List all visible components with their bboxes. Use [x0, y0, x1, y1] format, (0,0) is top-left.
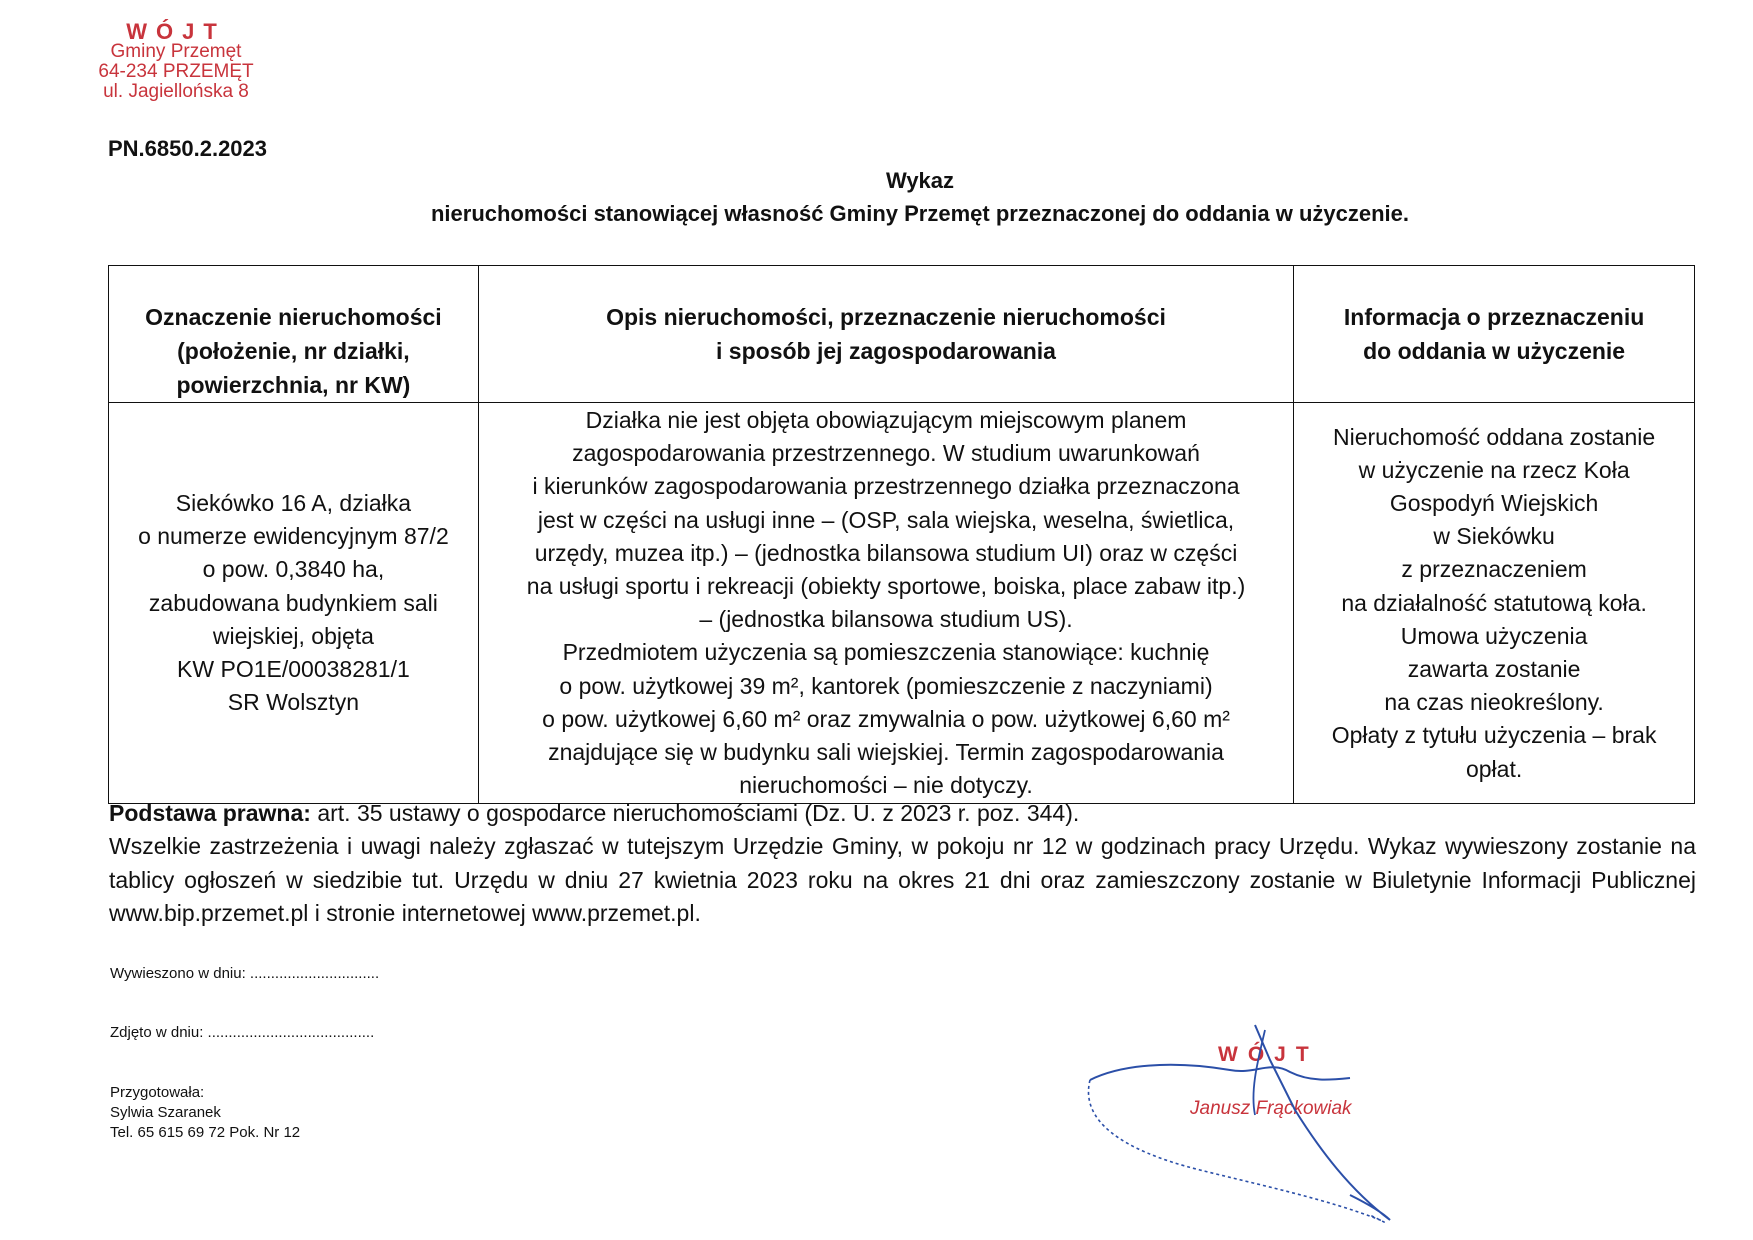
signature-stamp-title: WÓJT [1218, 1043, 1319, 1066]
cell-line: o pow. użytkowej 39 m², kantorek (pomieszczenie z naczyniami) [559, 672, 1213, 699]
signature-stamp-name: Janusz Frąckowiak [1190, 1098, 1352, 1119]
cell-line: wiejskiej, objęta [212, 622, 374, 649]
header-line: (położenie, nr działki, [177, 338, 410, 364]
cell-line: z przeznaczeniem [1401, 556, 1587, 583]
cell-property-description [478, 403, 1293, 804]
cell-line: jest w części na usługi inne – (OSP, sala wiejska, weselna, świetlica, [537, 506, 1235, 533]
cell-lending-information [1294, 403, 1695, 804]
header-line: do oddania w użyczenie [1363, 338, 1626, 364]
stamp-title: WÓJT [126, 19, 226, 44]
header-line: i sposób jej zagospodarowania [716, 338, 1056, 364]
cell-line: zawarta zostanie [1407, 656, 1581, 683]
signature-stroke-diagonal [1255, 1025, 1390, 1220]
header-line: Informacja o przeznaczeniu [1343, 304, 1645, 330]
removed-date-line: Zdjęto w dniu: ........................................ [110, 1024, 375, 1041]
header-property-designation [109, 266, 479, 403]
header-lending-information [1294, 266, 1695, 403]
cell-line: Działka nie jest objęta obowiązującym miejscowym planem [585, 407, 1187, 433]
header-line: Opis nieruchomości, przeznaczenie nieruchomości [606, 304, 1166, 330]
stamp-postcode: 64-234 PRZEMĘT [98, 61, 254, 82]
cell-line: Przedmiotem użyczenia są pomieszczenia stanowiące: kuchnię [562, 639, 1210, 666]
legal-basis-label: Podstawa prawna: [109, 800, 311, 826]
cell-line: – (jednostka bilansowa studium US). [699, 606, 1073, 633]
cell-line: zagospodarowania przestrzennego. W studium uwarunkowań [572, 440, 1200, 467]
mayor-stamp [76, 19, 276, 102]
stamp-municipality: Gminy Przemęt [110, 41, 242, 62]
signature-stroke-top [1090, 1065, 1350, 1080]
cell-property-designation [109, 403, 479, 804]
cell-line: znajdujące się w budynku sali wiejskiej. Termin zagospodarowania [548, 739, 1224, 766]
header-line: powierzchnia, nr KW) [176, 372, 411, 398]
cell-line: zabudowana budynkiem sali [148, 589, 438, 616]
cell-line: nieruchomości – nie dotyczy. [739, 772, 1033, 799]
document-reference: PN.6850.2.2023 [108, 136, 268, 161]
signature-stroke-loop [1088, 1080, 1384, 1222]
legal-basis-line [109, 797, 1696, 830]
contact-phone: Tel. 65 615 69 72 Pok. Nr 12 [110, 1124, 301, 1141]
notice-paragraph: Wszelkie zastrzeżenia i uwagi należy zgłaszać w tutejszym Urzędzie Gminy, w pokoju nr 12 w godzinach pracy Urzędu. Wykaz wywieszony zostanie na tablicy ogłoszeń w siedzibie tut. Urzędu w dniu 27 kwietnia 2023 roku na okres 21 dni oraz zamieszczony zostanie w Biuletynie Informacji Publicznej www.bip.przemet.pl i stronie internetowej www.przemet.pl. [109, 833, 1696, 926]
posted-date-line: Wywieszono w dniu: ............................... [110, 965, 380, 982]
prepared-by-name: Sylwia Szaranek [110, 1104, 221, 1121]
handwritten-signature [1080, 1020, 1460, 1240]
cell-line: o pow. użytkowej 6,60 m² oraz zmywalnia o pow. użytkowej 6,60 m² [542, 705, 1230, 732]
cell-line: KW PO1E/00038281/1 [177, 656, 410, 683]
cell-line: na czas nieokreślony. [1384, 689, 1604, 716]
cell-line: na usługi sportu i rekreacji (obiekty sportowe, boiska, place zabaw itp.) [526, 573, 1246, 600]
prepared-by-label: Przygotowała: [110, 1084, 205, 1101]
cell-line: Opłaty z tytułu użyczenia – brak [1331, 722, 1657, 749]
stamp-street: ul. Jagiellońska 8 [103, 81, 249, 102]
property-table [108, 265, 1695, 804]
table-row [109, 403, 1695, 804]
cell-line: i kierunków zagospodarowania przestrzennego działka przeznaczona [532, 473, 1240, 500]
cell-line: Gospodyń Wiejskich [1389, 490, 1599, 516]
legal-basis-text: art. 35 ustawy o gospodarce nieruchomościami (Dz. U. z 2023 r. poz. 344). [310, 800, 1080, 826]
cell-line: Nieruchomość oddana zostanie [1333, 423, 1656, 450]
cell-line: o pow. 0,3840 ha, [202, 556, 385, 583]
cell-line: urzędy, muzea itp.) – (jednostka bilansowa studium UI) oraz w części [534, 539, 1238, 566]
document-title: Wykaz [885, 168, 955, 193]
cell-line: na działalność statutową koła. [1341, 589, 1647, 616]
document-subtitle: nieruchomości stanowiącej własność Gminy Przemęt przeznaczonej do oddania w użyczenie. [430, 201, 1410, 226]
cell-line: Siekówko 16 A, działka [175, 490, 412, 516]
cell-line: w Siekówku [1433, 523, 1555, 550]
cell-line: Umowa użyczenia [1400, 622, 1588, 649]
legal-basis-section [109, 797, 1696, 930]
cell-line: w użyczenie na rzecz Koła [1358, 456, 1630, 483]
header-property-description [478, 266, 1293, 403]
cell-line: opłat. [1465, 755, 1523, 782]
header-line: Oznaczenie nieruchomości [145, 304, 442, 330]
cell-line: o numerze ewidencyjnym 87/2 [138, 523, 449, 550]
cell-line: SR Wolsztyn [227, 689, 360, 716]
table-header-row [109, 266, 1695, 403]
